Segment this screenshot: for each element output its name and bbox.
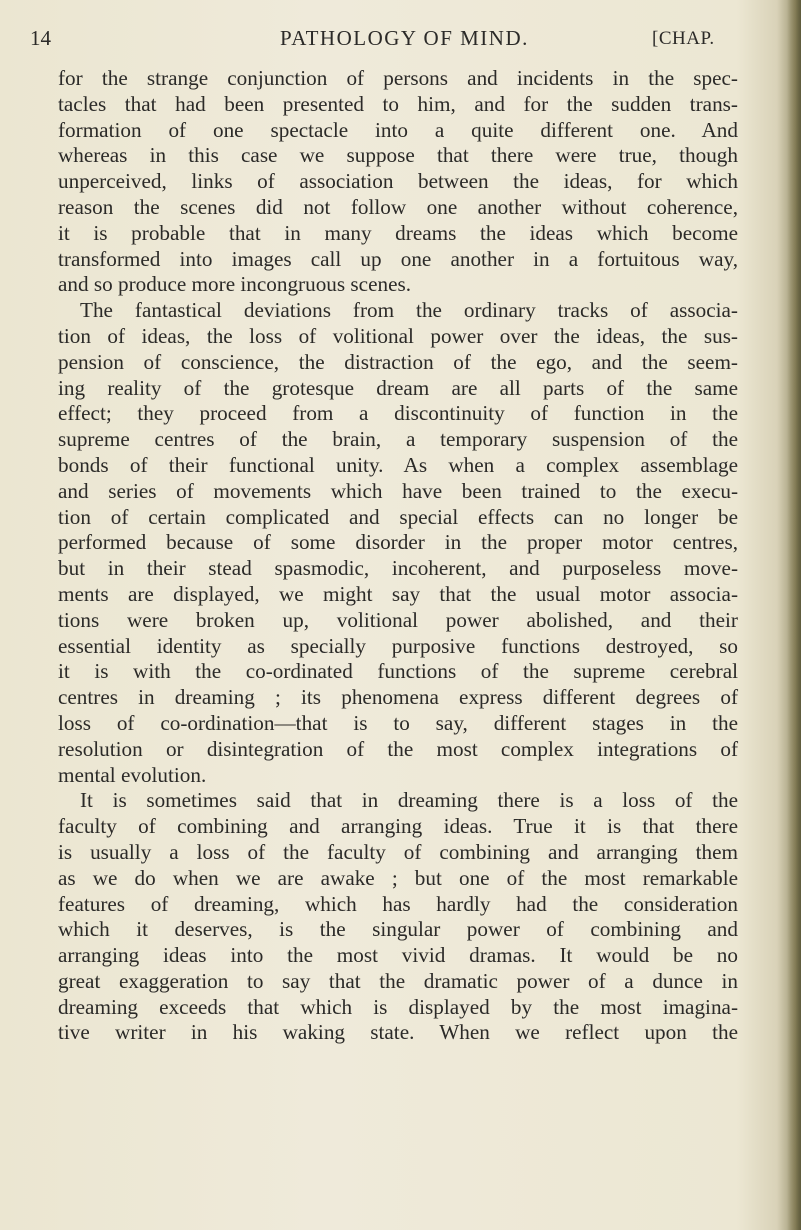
chapter-mark: [CHAP. — [652, 28, 715, 49]
text-line: pension of conscience, the distraction of the ego, and the seem- — [58, 349, 738, 374]
text-line: but in their stead spasmodic, incoherent, and purposeless move- — [58, 556, 738, 581]
text-line: tion of certain complicated and special effects can no longer be — [58, 504, 738, 529]
paragraph-start-line: It is sometimes said that in dreaming there is a loss of the — [80, 788, 738, 813]
text-line: performed because of some disorder in the proper motor centres, — [58, 530, 738, 555]
page-header — [30, 26, 730, 58]
text-line: arranging ideas into the most vivid dramas. It would be no — [58, 943, 738, 968]
text-line: loss of co-ordination—that is to say, different stages in the — [58, 710, 738, 735]
text-line: whereas in this case we suppose that there were true, though — [58, 143, 738, 168]
text-line: formation of one spectacle into a quite different one. And — [58, 117, 738, 142]
text-line: great exaggeration to say that the dramatic power of a dunce in — [58, 968, 738, 993]
text-line: for the strange conjunction of persons and incidents in the spec- — [58, 66, 738, 90]
text-line: transformed into images call up one another in a fortuitous way, — [58, 246, 738, 271]
text-line: as we do when we are awake ; but one of the most remarkable — [58, 865, 738, 890]
text-line: centres in dreaming ; its phenomena express different degrees of — [58, 685, 738, 710]
text-line: it is with the co-ordinated functions of the supreme cerebral — [58, 659, 738, 684]
text-line: reason the scenes did not follow one another without coherence, — [58, 194, 738, 219]
body-text — [58, 66, 738, 1046]
text-line: is usually a loss of the faculty of combining and arranging them — [58, 839, 738, 864]
text-line: effect; they proceed from a discontinuity of function in the — [58, 401, 738, 426]
text-line: tions were broken up, volitional power abolished, and their — [58, 607, 738, 632]
paragraph-end-line: and so produce more incongruous scenes. — [58, 272, 412, 297]
running-title: PATHOLOGY OF MIND. — [280, 26, 529, 50]
text-line: it is probable that in many dreams the ideas which become — [58, 220, 738, 245]
text-line: essential identity as specially purposive functions destroyed, so — [58, 633, 738, 658]
text-line: features of dreaming, which has hardly had the consideration — [58, 891, 738, 916]
text-line: tion of ideas, the loss of volitional power over the ideas, the sus- — [58, 323, 738, 348]
text-line: ments are displayed, we might say that the usual motor associa- — [58, 581, 738, 606]
text-line: dreaming exceeds that which is displayed by the most imagina- — [58, 994, 738, 1019]
text-line: faculty of combining and arranging ideas. True it is that there — [58, 814, 738, 839]
paragraph-start-line: The fantastical deviations from the ordinary tracks of associa- — [80, 298, 738, 323]
text-line: ing reality of the grotesque dream are all parts of the same — [58, 375, 738, 400]
text-line: resolution or disintegration of the most complex integrations of — [58, 736, 738, 761]
text-line: and series of movements which have been trained to the execu- — [58, 478, 738, 503]
text-line: tive writer in his waking state. When we reflect upon the — [58, 1020, 738, 1045]
text-line: bonds of their functional unity. As when a complex assemblage — [58, 452, 738, 477]
page-edge-shadow — [787, 0, 801, 1230]
paragraph-end-line: mental evolution. — [58, 762, 207, 787]
text-line: supreme centres of the brain, a temporary suspension of the — [58, 427, 738, 452]
page-number: 14 — [30, 26, 51, 50]
text-line: which it deserves, is the singular power of combining and — [58, 917, 738, 942]
text-line: tacles that had been presented to him, and for the sudden trans- — [58, 91, 738, 116]
text-line: unperceived, links of association between the ideas, for which — [58, 169, 738, 194]
